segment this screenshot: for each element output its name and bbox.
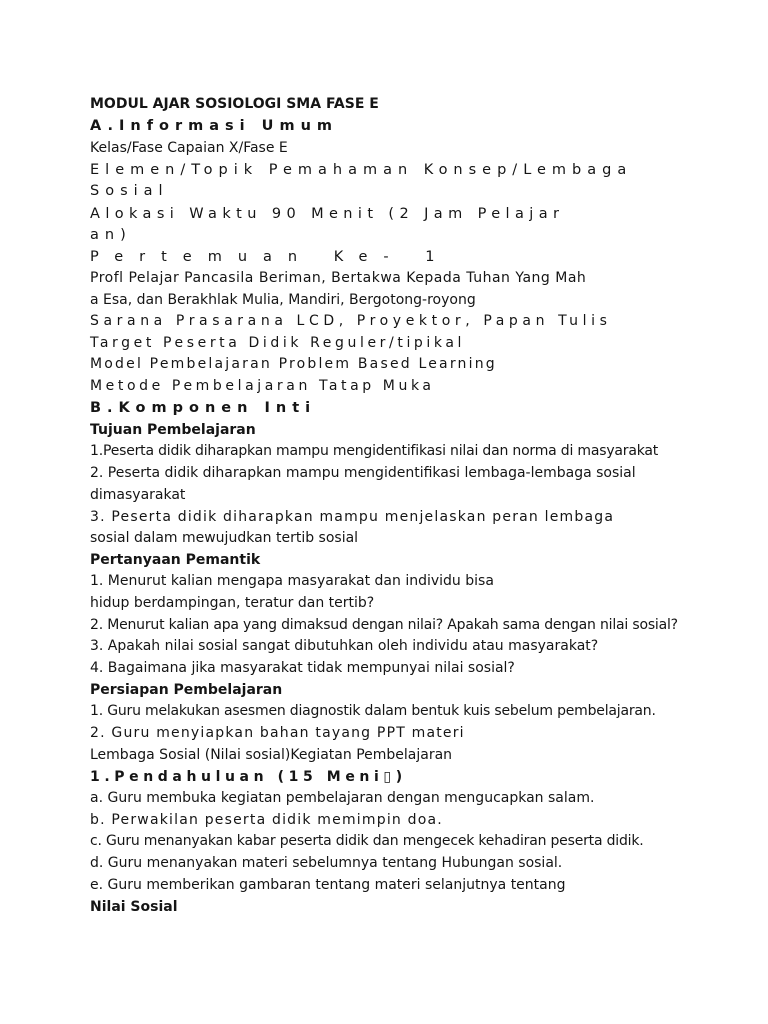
pemantik-item-1a: 1. Menurut kalian mengapa masyarakat dan individu bisa xyxy=(90,573,494,589)
nilai-sosial-heading: Nilai Sosial xyxy=(90,899,178,915)
alokasi-line-2: an) xyxy=(90,227,132,243)
pemantik-item-3: 3. Apakah nilai sosial sangat dibutuhkan oleh individu atau masyarakat? xyxy=(90,638,599,654)
kelas-line: Kelas/Fase Capaian X/Fase E xyxy=(90,140,288,156)
profil-line-2: a Esa, dan Berakhlak Mulia, Mandiri, Bergotong-royong xyxy=(90,292,476,308)
tujuan-item-1: 1.Peserta didik diharapkan mampu mengidentifikasi nilai dan norma di masyarakat xyxy=(90,443,659,459)
model-line: Model Pembelajaran Problem Based Learning xyxy=(90,356,497,372)
section-b-heading: B.Komponen Inti xyxy=(90,400,317,416)
tujuan-item-2b: dimasyarakat xyxy=(90,487,186,503)
alokasi-line-1: Alokasi Waktu 90 Menit (2 Jam Pelajar xyxy=(90,206,565,222)
elemen-line-2: Sosial xyxy=(90,183,169,199)
tujuan-item-3a: 3. Peserta didik diharapkan mampu menjelaskan peran lembaga xyxy=(90,509,615,525)
persiapan-item-2: 2. Guru menyiapkan bahan tayang PPT materi xyxy=(90,725,465,741)
tujuan-item-2a: 2. Peserta didik diharapkan mampu mengidentifikasi lembaga-lembaga sosial xyxy=(90,465,636,481)
pendahuluan-heading: 1.Pendahuluan (15 Meni▯) xyxy=(90,769,407,785)
pertemuan-line: Pertemuan Ke- 1 xyxy=(90,249,451,265)
profil-line-1: Profl Pelajar Pancasila Beriman, Bertakwa Kepada Tuhan Yang Mah xyxy=(90,270,587,286)
pendahuluan-item-d: d. Guru menanyakan materi sebelumnya tentang Hubungan sosial. xyxy=(90,855,563,871)
target-line: Target Peserta Didik Reguler/tipikal xyxy=(90,335,466,351)
persiapan-item-3: Lembaga Sosial (Nilai sosial)Kegiatan Pembelajaran xyxy=(90,747,453,763)
persiapan-item-1: 1. Guru melakukan asesmen diagnostik dalam bentuk kuis sebelum pembelajaran. xyxy=(90,703,656,719)
metode-line: Metode Pembelajaran Tatap Muka xyxy=(90,378,435,394)
tujuan-heading: Tujuan Pembelajaran xyxy=(90,422,256,438)
pendahuluan-item-c: c. Guru menanyakan kabar peserta didik dan mengecek kehadiran peserta didik. xyxy=(90,833,644,849)
pemantik-item-2: 2. Menurut kalian apa yang dimaksud dengan nilai? Apakah sama dengan nilai sosial? xyxy=(90,617,678,633)
pemantik-item-1b: hidup berdampingan, teratur dan tertib? xyxy=(90,595,375,611)
tujuan-item-3b: sosial dalam mewujudkan tertib sosial xyxy=(90,530,359,546)
elemen-line-1: Elemen/Topik Pemahaman Konsep/Lembaga xyxy=(90,162,633,178)
pendahuluan-item-b: b. Perwakilan peserta didik memimpin doa. xyxy=(90,812,443,828)
persiapan-heading: Persiapan Pembelajaran xyxy=(90,682,283,698)
pemantik-heading: Pertanyaan Pemantik xyxy=(90,552,261,568)
pemantik-item-4: 4. Bagaimana jika masyarakat tidak mempunyai nilai sosial? xyxy=(90,660,515,676)
document-title: MODUL AJAR SOSIOLOGI SMA FASE E xyxy=(90,96,379,112)
pendahuluan-item-e: e. Guru memberikan gambaran tentang materi selanjutnya tentang xyxy=(90,877,566,893)
sarana-line: Sarana Prasarana LCD, Proyektor, Papan Tulis xyxy=(90,313,612,329)
pendahuluan-item-a: a. Guru membuka kegiatan pembelajaran dengan mengucapkan salam. xyxy=(90,790,595,806)
section-a-heading: A.Informasi Umum xyxy=(90,118,338,134)
